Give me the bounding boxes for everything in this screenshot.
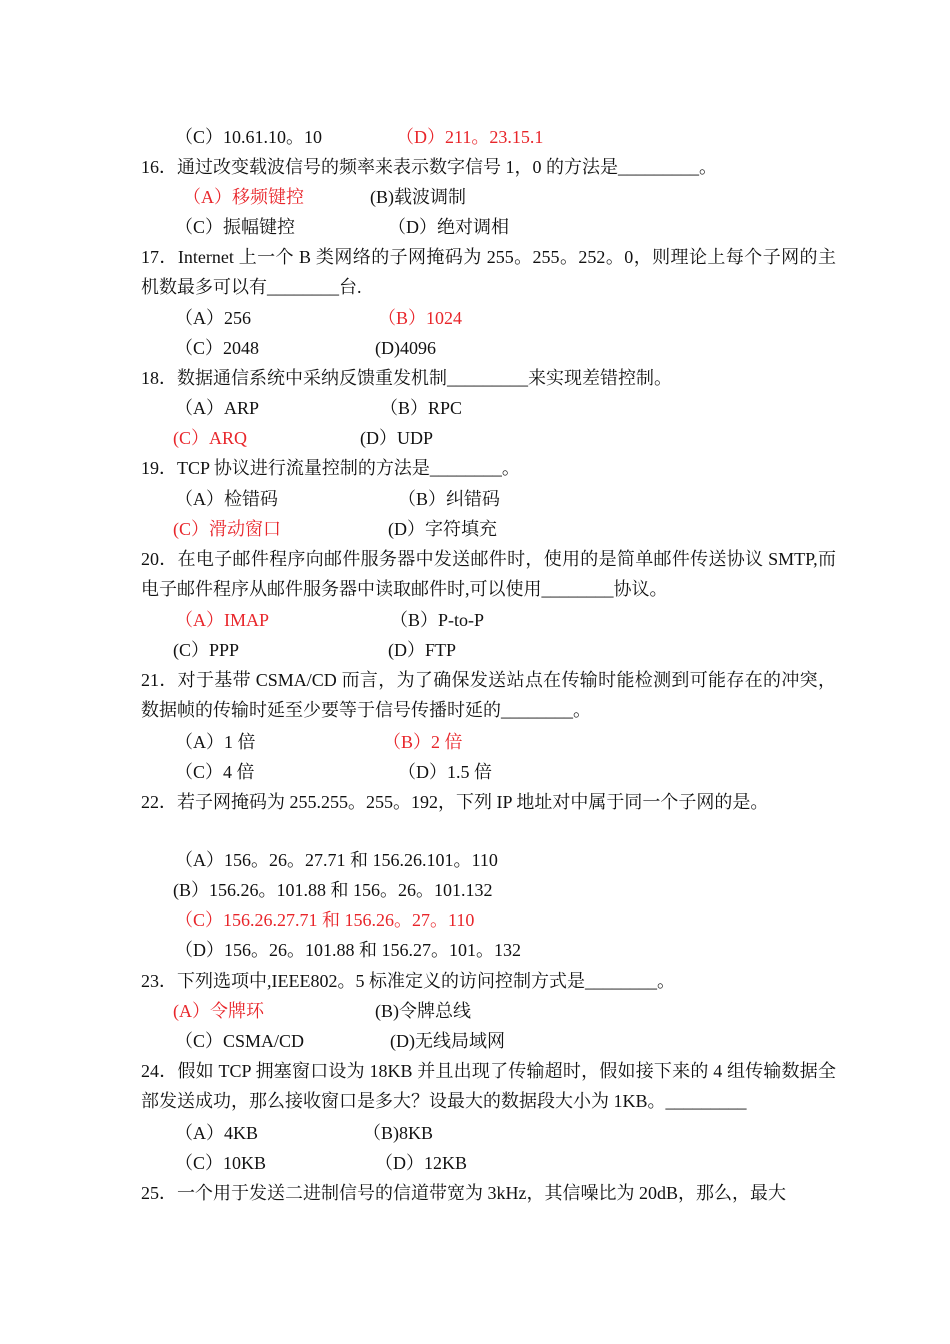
answer-option: （B)8KB xyxy=(363,1123,434,1143)
answer-option: （A）256 xyxy=(175,308,251,328)
answer-option: (B)令牌总线 xyxy=(375,1001,471,1021)
answer-option: (B）156.26。101.88 和 156。26。101.132 xyxy=(173,880,493,900)
answer-option: (D)无线局域网 xyxy=(390,1031,505,1051)
question-text: 16．通过改变载波信号的频率来表示数字信号 1，0 的方法是_________。 xyxy=(141,157,717,177)
answer-option: （A）156。26。27.71 和 156.26.101。110 xyxy=(175,850,498,870)
answer-option: （C）2048 xyxy=(175,338,260,358)
answer-option: （C）振幅键控 xyxy=(175,217,296,237)
answer-option: （D）12KB xyxy=(375,1153,468,1173)
answer-option: （D）156。26。101.88 和 156.27。101。132 xyxy=(175,940,521,960)
answer-option: （A）4KB xyxy=(175,1123,259,1143)
answer-option-correct: （B）2 倍 xyxy=(383,732,463,752)
answer-option: （B）P-to-P xyxy=(390,610,485,630)
question-text: 24．假如 TCP 拥塞窗口设为 18KB 并且出现了传输超时，假如接下来的 4 组传输数据全部发送成功，那么接收窗口是多大？设最大的数据段大小为 1KB。_________ xyxy=(141,1061,836,1111)
answer-option: （C）10KB xyxy=(175,1153,267,1173)
answer-option: (D）UDP xyxy=(360,428,434,448)
answer-option-correct: (C）滑动窗口 xyxy=(173,519,281,539)
answer-option-correct: （B）1024 xyxy=(378,308,463,328)
answer-option-correct: （D）211。23.15.1 xyxy=(396,127,544,147)
answer-option: （C）4 倍 xyxy=(175,762,255,782)
question-text: 18．数据通信系统中采纳反馈重发机制_________来实现差错控制。 xyxy=(141,368,672,388)
answer-option-correct: （A）IMAP xyxy=(175,610,270,630)
answer-option-correct: (C）ARQ xyxy=(173,428,248,448)
answer-option: （B）RPC xyxy=(380,398,463,418)
answer-option: (D)4096 xyxy=(375,338,436,358)
answer-option: （A）检错码 xyxy=(175,489,278,509)
answer-option-correct: （C）156.26.27.71 和 156.26。27。110 xyxy=(175,910,475,930)
answer-option: (D）字符填充 xyxy=(388,519,497,539)
answer-option: （D）1.5 倍 xyxy=(398,762,492,782)
question-text: 20．在电子邮件程序向邮件服务器中发送邮件时，使用的是简单邮件传送协议 SMTP,而电子邮件程序从邮件服务器中读取邮件时,可以使用________协议。 xyxy=(141,549,836,599)
question-text: 22．若子网掩码为 255.255。255。192，下列 IP 地址对中属于同一个子网的是。 xyxy=(141,792,769,812)
question-text: 23．下列选项中,IEEE802。5 标准定义的访问控制方式是________。 xyxy=(141,971,675,991)
answer-option: （A）1 倍 xyxy=(175,732,256,752)
answer-option: （C）CSMA/CD xyxy=(175,1031,305,1051)
answer-option: (C）PPP xyxy=(173,640,240,660)
answer-option-correct: （A）移频键控 xyxy=(183,187,304,207)
answer-option: (D）FTP xyxy=(388,640,457,660)
question-text: 19．TCP 协议进行流量控制的方法是________。 xyxy=(141,458,520,478)
answer-option: （C）10.61.10。10 xyxy=(175,127,323,147)
question-text: 21．对于基带 CSMA/CD 而言，为了确保发送站点在传输时能检测到可能存在的冲突，数据帧的传输时延至少要等于信号传播时延的________。 xyxy=(141,670,836,720)
answer-option: （D）绝对调相 xyxy=(388,217,509,237)
answer-option: （B）纠错码 xyxy=(398,489,501,509)
question-text: 17．Internet 上一个 B 类网络的子网掩码为 255。255。252。0，则理论上每个子网的主机数最多可以有________台. xyxy=(141,247,836,297)
question-text: 25．一个用于发送二进制信号的信道带宽为 3kHz，其信噪比为 20dB，那么，最大 xyxy=(141,1183,786,1203)
answer-option: （A）ARP xyxy=(175,398,260,418)
answer-option: (B)载波调制 xyxy=(370,187,466,207)
answer-option-correct: (A）令牌环 xyxy=(173,1001,264,1021)
